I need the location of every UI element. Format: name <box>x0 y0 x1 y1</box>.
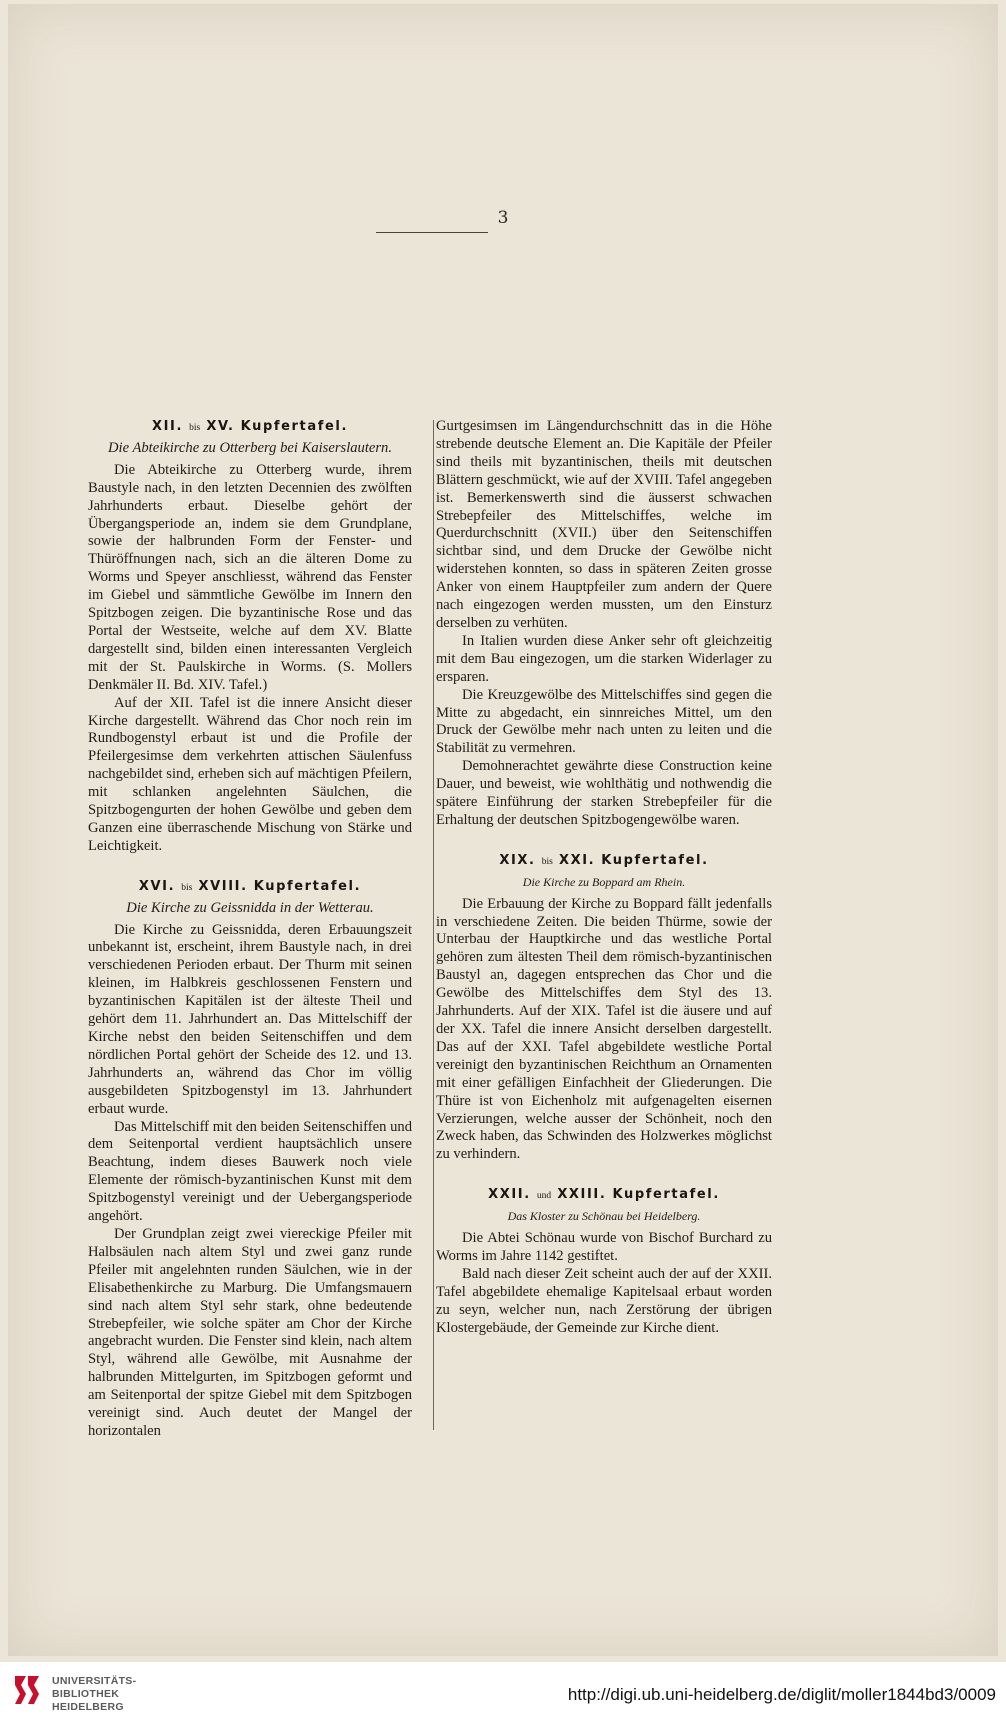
section-subtitle: Die Kirche zu Geissnidda in der Wetterau. <box>126 899 374 916</box>
paragraph-continued: Gurtgesimsen im Längendurchschnitt das in die Höhe strebende deutsche Element an. Die Kapitäle der Pfeiler sind theils mit byzantinischen, theils mit deutschen Blättern geschmückt, wie auf der XVIII. Tafel angegeben ist. Bemerkenswerth sind die äusserst schwachen Strebepfeiler des Mittelschiffes, welche im Querdurchschnitt (XVII.) über den Seitenschiffen sichtbar sind, und dem Drucke der Gewölbe nicht widerstehen konnten, so dass in späteren Zeiten grosse Anker von einem Hauptpfeiler zum andern der Quere nach eingezogen werden mussten, um den Einsturz derselben zu verhüten. <box>436 418 772 631</box>
paragraph: Die Abtei Schönau wurde von Bischof Burchard zu Worms im Jahre 1142 gestiftet. <box>436 1230 772 1264</box>
paragraph: Der Grundplan zeigt zwei viereckige Pfeiler mit Halbsäulen nach altem Styl und zwei ganz runde Pfeiler mit angelehnten runden Säulchen, wie in der Elisabethenkirche zu Marburg. Die Umfangsmauern sind nach altem Styl sehr stark, ohne bedeutende Strebepfeiler, wie solche später am Chor der Kirche angebracht wurden. Die Fenster sind klein, nach altem Styl, während alle Gewölbe, mit Ausnahme der halbrunden Mittelgurten, im Spitzbogen geformt und am Seitenportal der spitze Giebel mit dem Spitzbogen vereinigt sind. Auch deutet der Mangel der horizontalen <box>88 1225 412 1439</box>
library-name-line1: UNIVERSITÄTS- <box>52 1675 137 1687</box>
section-subtitle: Die Abteikirche zu Otterberg bei Kaiserslautern. <box>108 439 392 456</box>
section-heading-xii-xv: XII. bis XV. Kupfertafel. <box>151 419 349 434</box>
paragraph: Das Mittelschiff mit den beiden Seitenschiffen und dem Seitenportal verdient hauptsächlich unsere Beachtung, indem dieses Bauwerk noch viele Elemente der römisch-byzantinischen Kunst mit dem Spitzbogenstyl vereinigt und der Uebergangsperiode angehört. <box>88 1118 412 1225</box>
column-divider <box>433 420 434 1430</box>
permalink-url[interactable]: http://digi.ub.uni-heidelberg.de/diglit/moller1844bd3/0009 <box>567 1685 996 1704</box>
paragraph: Die Kreuzgewölbe des Mittelschiffes sind gegen die Mitte zu abgedacht, ein sinnreiches Mittel, um den Druck der Gewölbe mehr nach unten zu leiten und die Stabilität zu vermehren. <box>436 686 772 757</box>
left-column <box>88 418 412 1441</box>
paragraph: Bald nach dieser Zeit scheint auch der auf der XXII. Tafel abgebildete ehemalige Kapitelsaal erbaut worden zu seyn, welcher nun, nach Zerstörung der übrigen Klostergebäude, der Gemeinde zur Kirche dient. <box>436 1265 772 1336</box>
section-subtitle: Die Kirche zu Boppard am Rhein. <box>522 874 686 889</box>
page-number-rule <box>376 232 488 233</box>
library-name-line3: HEIDELBERG <box>52 1701 124 1713</box>
section-heading-xix-xxi: XIX. bis XXI. Kupfertafel. <box>499 852 709 868</box>
paragraph: Die Kirche zu Geissnidda, deren Erbauungszeit unbekannt ist, erscheint, ihrem Baustyle nach, in drei verschiedenen Perioden erbaut. Der Thurm mit seinen kleinen, im Halbkreis geschlossenen Fenstern und byzantinischen Kapitälen ist der älteste Theil und gehört dem 11. Jahrhundert an. Das Mittelschiff der Kirche nebst den beiden Seitenschiffen und dem nördlichen Portal gehört der Scheide des 12. und 13. Jahrhunderts an, während das Chor im völlig ausgebildeten Spitzbogenstyl im 13. Jahrhundert erbaut wurde. <box>88 921 412 1117</box>
page-number: 3 <box>497 208 509 228</box>
paragraph: In Italien wurden diese Anker sehr oft gleichzeitig mit dem Bau eingezogen, um die starken Widerlager zu ersparen. <box>436 632 772 685</box>
paragraph: Auf der XII. Tafel ist die innere Ansicht dieser Kirche dargestellt. Während das Chor noch rein im Rundbogenstyl erbaut ist und die Profile der Pfeilergesimse dem verkehrten attischen Säulenfuss nachgebildet sind, erheben sich auf mächtigen Pfeilern, mit schlanken angelehnten Säulchen, die Spitzbogengurten der hohen Gewölbe und geben dem Ganzen eine überraschende Mischung von Stärke und Leichtigkeit. <box>88 694 412 854</box>
library-name-line2: BIBLIOTHEK <box>52 1688 120 1700</box>
section-heading-xxii-xxiii: XXII. und XXIII. Kupfertafel. <box>488 1187 720 1203</box>
section-subtitle: Das Kloster zu Schönau bei Heidelberg. <box>507 1209 701 1224</box>
paragraph: Die Erbauung der Kirche zu Boppard fällt jedenfalls in verschiedene Zeiten. Die beiden Thürme, sowie der Unterbau der Hauptkirche und das westliche Portal gehören zum ältesten Theil dem römisch-byzantinischen Baustyl an, dagegen entsprechen das Chor und die Gewölbe des Mittelschiffes dem Styl des 13. Jahrhunderts. Auf der XIX. Tafel ist die äusere und auf der XX. Tafel die innere Ansicht derselben dargestellt. Das auf der XXI. Tafel abgebildete westliche Portal vereinigt den byzantinischen Reichthum an Ornamenten mit einer gefälligen Einfachheit der Gliederungen. Die Thüre ist von Eichenholz mit aufgenagelten eisernen Verzierungen, welche ausser der Schönheit, noch den Zweck haben, das Schwinden des Holzwerkes möglichst zu verhindern. <box>436 895 772 1163</box>
paragraph: Demohnerachtet gewährte diese Construction keine Dauer, und beweist, wie wohlthätig und nothwendig die spätere Einführung der starken Strebepfeiler für die Erhaltung der deutschen Spitzbogengewölbe waren. <box>436 758 772 828</box>
library-logo-icon <box>12 1673 42 1707</box>
paragraph: Die Abteikirche zu Otterberg wurde, ihrem Baustyle nach, in den letzten Decennien des zwölften Jahrhunderts erbaut. Dieselbe gehört der Übergangsperiode an, indem sie dem Grundplane, sowie der halbrunden Form der Fenster- und Thüröffnungen nach, sich an die älteren Dome zu Worms und Speyer anschliesst, während das Fenster im Giebel und sämmtliche Gewölbe im Innern den Spitzbogen zeigen. Die byzantinische Rose und das Portal der Westseite, welche auf dem XV. Blatte dargestellt sind, bilden einen interessanten Vergleich mit der St. Paulskirche in Worms. (S. Mollers Denkmäler II. Bd. XIV. Tafel.) <box>88 461 412 693</box>
section-heading-xvi-xviii: XVI. bis XVIII. Kupfertafel. <box>138 878 362 894</box>
right-column <box>436 418 772 1338</box>
